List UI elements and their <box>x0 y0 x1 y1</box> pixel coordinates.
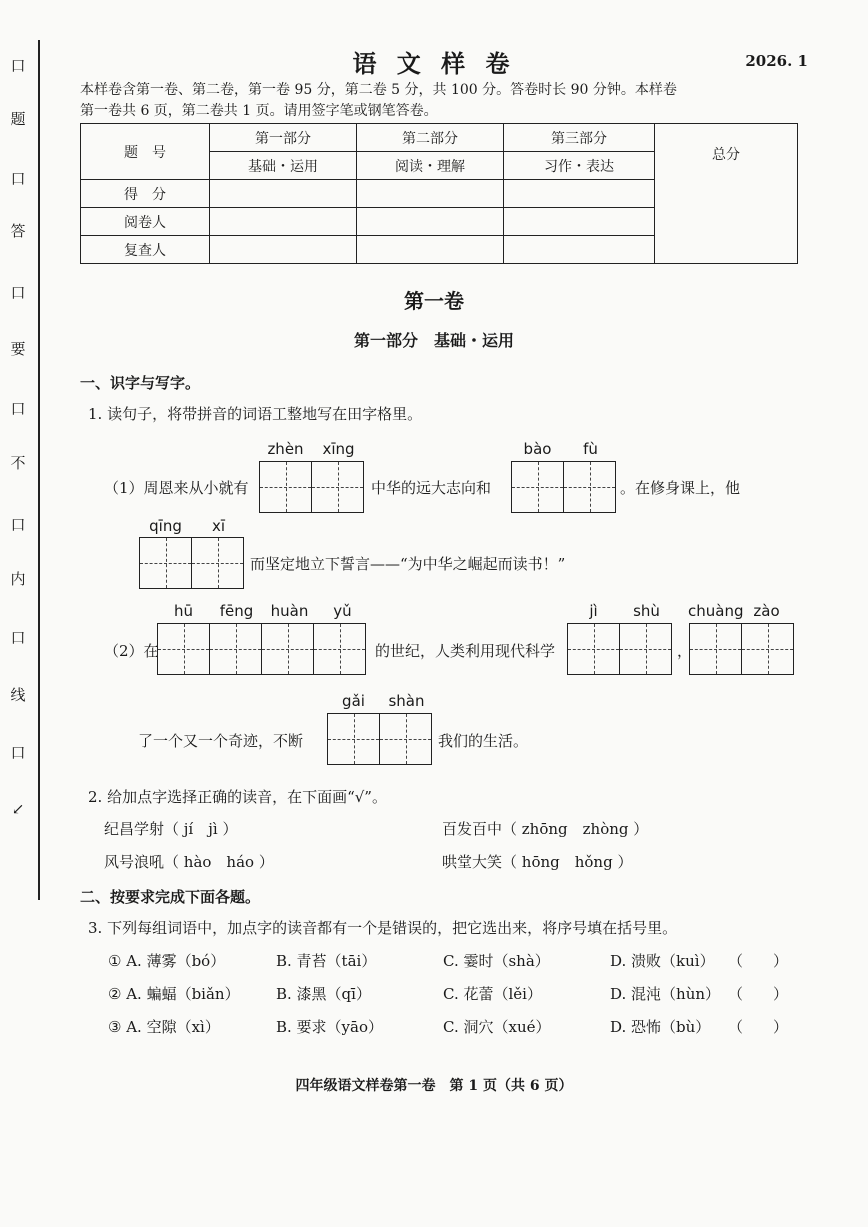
table-row-label: 得 分 <box>81 180 210 208</box>
q3-option: C. 洞穴（xué） <box>443 1018 551 1036</box>
side-char: 口 <box>10 57 26 75</box>
binding-line <box>38 40 40 900</box>
pinyin: yǔ <box>333 602 352 620</box>
q3-answer-blank[interactable]: （ ） <box>728 985 789 1003</box>
pinyin: xī <box>211 517 226 535</box>
writing-grid[interactable] <box>567 623 672 675</box>
comma: ， <box>677 642 693 660</box>
q1-1-line2: 而坚定地立下誓言——“为中华之崛起而读书！” <box>250 555 566 573</box>
side-char: 口 <box>10 516 26 534</box>
table-total <box>655 124 798 264</box>
q3-option: B. 漆黑（qī） <box>276 985 371 1003</box>
q3-answer-blank[interactable]: （ ） <box>728 952 789 970</box>
q3-option: C. 花蕾（lěi） <box>443 985 542 1003</box>
score-table <box>80 123 798 264</box>
q3-option: ③ A. 空隙（xì） <box>108 1018 220 1036</box>
table-row-label: 复查人 <box>81 236 210 264</box>
q3-option: D. 溃败（kuì） <box>610 952 715 970</box>
intro-line: 第一卷共 6 页，第二卷共 1 页。请用签字笔或钢笔答卷。 <box>80 103 438 119</box>
pinyin: fēng <box>219 602 254 620</box>
q2-word: 哄堂大笑 <box>442 853 503 871</box>
side-char: 口 <box>10 744 26 762</box>
table-part2: 第二部分 <box>357 124 504 152</box>
side-char: 口 <box>10 400 26 418</box>
volume-heading: 第一卷 <box>404 289 464 313</box>
side-char: 口 <box>10 284 26 302</box>
part-heading: 第一部分 基础・运用 <box>353 331 514 350</box>
question-2: 2. 给加点字选择正确的读音，在下面画“√”。 <box>88 788 387 806</box>
q1-2-line2-pre: 了一个又一个奇迹，不断 <box>138 732 304 750</box>
q3-option: ① A. 薄雾（bó） <box>108 952 226 970</box>
q1-1-label: （1）周恩来从小就有 <box>104 479 249 497</box>
score-cell[interactable] <box>357 236 504 264</box>
q2-options: （ zhōng zhòng ） <box>502 820 649 838</box>
score-cell[interactable] <box>210 180 357 208</box>
side-char: ↙ <box>11 800 25 818</box>
exam-intro <box>80 80 800 122</box>
table-part3: 第三部分 <box>504 124 655 152</box>
exam-date: 2026. 1 <box>745 52 808 70</box>
pinyin: hū <box>173 602 193 620</box>
question-3: 3. 下列每组词语中，加点字的读音都有一个是错误的，把它选出来，将序号填在括号里。 <box>88 919 678 937</box>
score-cell[interactable] <box>504 208 655 236</box>
q3-option: B. 青苔（tāi） <box>276 952 377 970</box>
pinyin: chuàng <box>688 602 744 620</box>
table-part3-sub: 习作・表达 <box>504 152 655 180</box>
score-cell[interactable] <box>210 236 357 264</box>
q2-word: 风号浪吼 <box>104 853 165 871</box>
side-char: 内 <box>10 570 26 588</box>
writing-grid[interactable] <box>327 713 432 765</box>
q1-2-label: （2）在 <box>104 642 159 660</box>
score-cell[interactable] <box>357 208 504 236</box>
table-part1: 第一部分 <box>210 124 357 152</box>
side-char: 不 <box>10 454 26 472</box>
pinyin: huàn <box>270 602 309 620</box>
q2-options: （ hào háo ） <box>164 853 274 871</box>
q3-answer-blank[interactable]: （ ） <box>728 1018 789 1036</box>
table-total-label: 总分 <box>712 147 740 163</box>
pinyin: shàn <box>388 692 425 710</box>
writing-grid[interactable] <box>139 537 244 589</box>
table-part2-sub: 阅读・理解 <box>357 152 504 180</box>
pinyin: gǎi <box>342 692 365 710</box>
q3-option: D. 恐怖（bù） <box>610 1018 711 1036</box>
score-cell[interactable] <box>210 208 357 236</box>
writing-grid[interactable] <box>259 461 364 513</box>
table-part1-sub: 基础・运用 <box>210 152 357 180</box>
side-char: 口 <box>10 170 26 188</box>
q1-2-mid: 的世纪，人类利用现代科学 <box>375 642 556 660</box>
q2-item[interactable] <box>104 818 237 839</box>
q2-word: 纪昌学射 <box>104 820 165 838</box>
q2-item[interactable] <box>442 851 632 872</box>
pinyin: xīng <box>322 440 355 458</box>
q2-item[interactable] <box>104 851 274 872</box>
section-heading: 一、识字与写字。 <box>80 374 201 392</box>
pinyin: bào <box>523 440 552 458</box>
q2-options: （ hōng hǒng ） <box>502 853 633 871</box>
page-footer: 四年级语文样卷第一卷 第 1 页（共 6 页） <box>295 1078 573 1094</box>
pinyin: qīng <box>149 517 182 535</box>
score-cell[interactable] <box>357 180 504 208</box>
q2-options: （ jí jì ） <box>164 820 238 838</box>
q2-word: 百发百中 <box>442 820 503 838</box>
side-char: 口 <box>10 629 26 647</box>
exam-title: 语 文 样 卷 <box>352 49 516 78</box>
side-char: 答 <box>10 222 26 240</box>
writing-grid[interactable] <box>511 461 616 513</box>
section-heading: 二、按要求完成下面各题。 <box>80 888 261 906</box>
intro-line: 本样卷含第一卷、第二卷，第一卷 95 分，第二卷 5 分，共 100 分。答卷时长 90 分钟。本样卷 <box>80 82 677 98</box>
writing-grid[interactable] <box>689 623 794 675</box>
pinyin: shù <box>633 602 660 620</box>
question-1: 1. 读句子，将带拼音的词语工整地写在田字格里。 <box>88 405 423 423</box>
q1-1-end: 。在修身课上，他 <box>620 479 741 497</box>
q1-1-mid: 中华的远大志向和 <box>371 479 492 497</box>
side-char: 要 <box>10 340 26 358</box>
table-header-label: 题 号 <box>81 124 210 180</box>
side-char: 题 <box>10 110 26 128</box>
q3-option: B. 要求（yāo） <box>276 1018 384 1036</box>
q3-option: ② A. 蝙蝠（biǎn） <box>108 985 240 1003</box>
score-cell[interactable] <box>504 236 655 264</box>
writing-grid[interactable] <box>157 623 366 675</box>
q3-option: D. 混沌（hùn） <box>610 985 721 1003</box>
pinyin: fù <box>583 440 598 458</box>
q3-option: C. 霎时（shà） <box>443 952 550 970</box>
pinyin: zhèn <box>267 440 304 458</box>
q2-item[interactable] <box>442 818 648 839</box>
pinyin: zào <box>753 602 780 620</box>
q1-2-line2-post: 我们的生活。 <box>438 732 529 750</box>
table-row-label: 阅卷人 <box>81 208 210 236</box>
side-char: 线 <box>10 686 26 704</box>
score-cell[interactable] <box>504 180 655 208</box>
pinyin: jì <box>589 602 598 620</box>
